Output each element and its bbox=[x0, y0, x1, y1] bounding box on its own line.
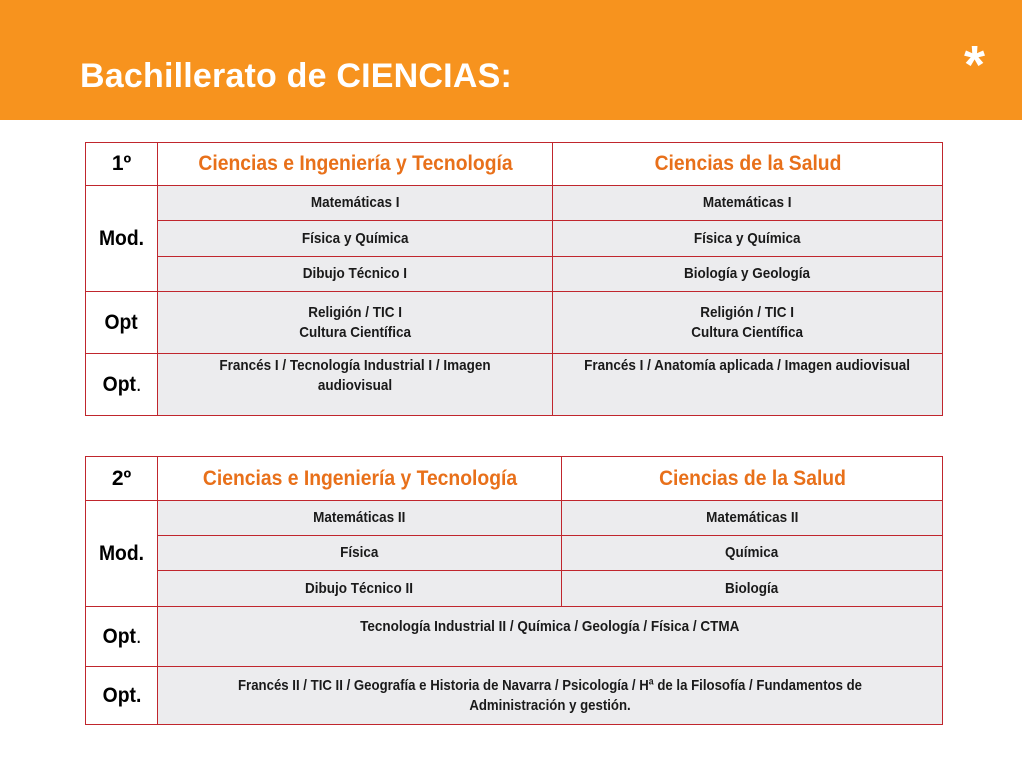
column-header-health: Ciencias de la Salud bbox=[577, 457, 928, 501]
table-cell: Dibujo Técnico II bbox=[158, 571, 562, 607]
table-cell: Biología y Geología bbox=[553, 257, 943, 292]
table-cell: Francés I / Anatomía aplicada / Imagen audiovisual bbox=[553, 354, 943, 416]
column-header-engineering: Ciencias e Ingeniería y Tecnología bbox=[173, 143, 536, 186]
table-cell: Francés I / Tecnología Industrial I / Imagen audiovisual bbox=[158, 354, 553, 416]
table-row bbox=[86, 536, 943, 571]
table-cell: Matemáticas I bbox=[553, 186, 943, 221]
opt-label: Opt bbox=[86, 292, 158, 354]
table-row bbox=[86, 257, 943, 292]
mod-label: Mod. bbox=[86, 501, 158, 607]
year-label: 1º bbox=[86, 143, 158, 186]
table-row bbox=[86, 354, 943, 416]
table-cell: Matemáticas II bbox=[562, 501, 943, 536]
mod-label: Mod. bbox=[86, 186, 158, 292]
opt-label: Opt. bbox=[86, 607, 158, 667]
table-cell: Química bbox=[562, 536, 943, 571]
opt-label: Opt. bbox=[86, 354, 158, 416]
table-row bbox=[86, 186, 943, 221]
page-title: Bachillerato de CIENCIAS: bbox=[80, 57, 512, 95]
header-bar bbox=[0, 0, 1022, 120]
opt-label: Opt. bbox=[86, 667, 158, 725]
table-cell: Física y Química bbox=[553, 221, 943, 257]
table-cell: Física y Química bbox=[158, 221, 553, 257]
table-cell: Religión / TIC I Cultura Científica bbox=[553, 292, 943, 354]
column-header-health: Ciencias de la Salud bbox=[568, 143, 927, 186]
table-row bbox=[86, 292, 943, 354]
table-first-year bbox=[85, 142, 943, 416]
table-cell: Física bbox=[158, 536, 562, 571]
table-row bbox=[86, 607, 943, 667]
table-cell: Matemáticas I bbox=[158, 186, 553, 221]
table-header-row bbox=[86, 143, 943, 186]
column-header-engineering: Ciencias e Ingeniería y Tecnología bbox=[174, 457, 546, 501]
table-cell: Dibujo Técnico I bbox=[158, 257, 553, 292]
table-row bbox=[86, 571, 943, 607]
asterisk-icon: * bbox=[964, 35, 986, 95]
table-header-row bbox=[86, 457, 943, 501]
table-second-year bbox=[85, 456, 943, 725]
table-row bbox=[86, 221, 943, 257]
table-row bbox=[86, 667, 943, 725]
table-row bbox=[86, 501, 943, 536]
year-label: 2º bbox=[86, 457, 158, 501]
table-cell: Tecnología Industrial II / Química / Geología / Física / CTMA bbox=[158, 607, 943, 667]
table-cell: Religión / TIC I Cultura Científica bbox=[158, 292, 553, 354]
table-cell: Matemáticas II bbox=[158, 501, 562, 536]
table-cell: Francés II / TIC II / Geografía e Historia de Navarra / Psicología / Hª de la Filosofía / Fundamentos de Administración y gestión. bbox=[158, 667, 943, 725]
table-cell: Biología bbox=[562, 571, 943, 607]
